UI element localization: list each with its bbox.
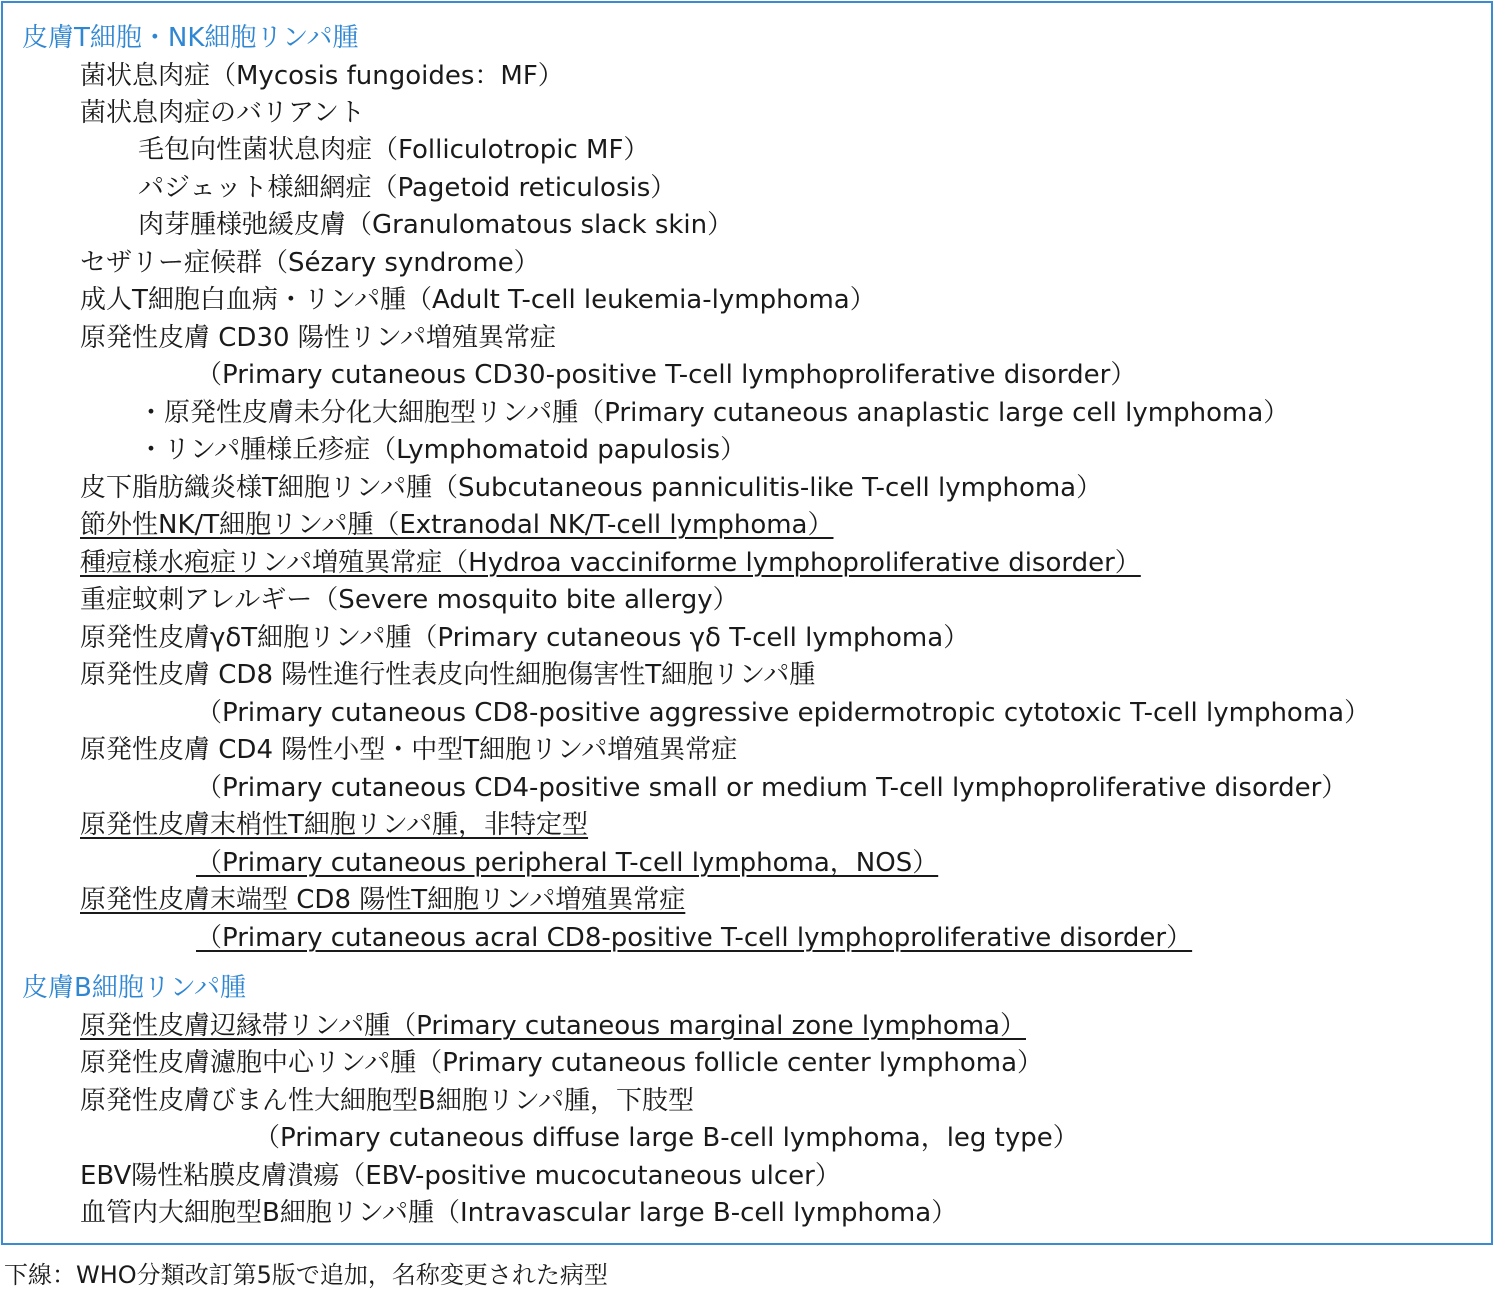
list-item: 肉芽腫様弛緩皮膚（Granulomatous slack skin） [138,210,734,240]
section-heading-b-cell: 皮膚B細胞リンパ腫 [22,973,247,1003]
list-item: 原発性皮膚末端型 CD8 陽性T細胞リンパ増殖異常症 [80,885,686,915]
list-item: （Primary cutaneous CD4-positive small or medium T-cell lymphoproliferative disorder） [196,773,1348,803]
list-item: EBV陽性粘膜皮膚潰瘍（EBV-positive mucocutaneous ulcer） [80,1161,841,1191]
list-item: 菌状息肉症のバリアント [80,98,365,128]
list-item: 重症蚊刺アレルギー（Severe mosquito bite allergy） [80,585,739,615]
list-item: 原発性皮膚γδT細胞リンパ腫（Primary cutaneous γδ T-cell lymphoma） [80,623,970,653]
list-item: （Primary cutaneous CD8-positive aggressive epidermotropic cytotoxic T-cell lymphoma） [196,698,1371,728]
list-item: 原発性皮膚濾胞中心リンパ腫（Primary cutaneous follicle center lymphoma） [80,1048,1043,1078]
list-item: 原発性皮膚 CD4 陽性小型・中型T細胞リンパ増殖異常症 [80,735,738,765]
list-item: ・原発性皮膚未分化大細胞型リンパ腫（Primary cutaneous anaplastic large cell lymphoma） [138,398,1290,428]
list-item: 血管内大細胞型B細胞リンパ腫（Intravascular large B-cell lymphoma） [80,1198,958,1228]
list-item: 成人T細胞白血病・リンパ腫（Adult T-cell leukemia-lymphoma） [80,285,876,315]
footnote: 下線：WHO分類改訂第5版で追加，名称変更された病型 [4,1261,608,1289]
list-item: （Primary cutaneous diffuse large B-cell lymphoma，leg type） [254,1123,1079,1153]
list-item: 原発性皮膚 CD8 陽性進行性表皮向性細胞傷害性T細胞リンパ腫 [80,660,816,690]
list-item: 皮下脂肪織炎様T細胞リンパ腫（Subcutaneous panniculitis-like T-cell lymphoma） [80,473,1103,503]
list-item: パジェット様細網症（Pagetoid reticulosis） [138,173,677,203]
list-item: （Primary cutaneous peripheral T-cell lymphoma，NOS） [196,848,939,878]
list-item: 原発性皮膚 CD30 陽性リンパ増殖異常症 [80,323,556,353]
list-item: （Primary cutaneous acral CD8-positive T-cell lymphoproliferative disorder） [196,923,1193,953]
list-item: 毛包向性菌状息肉症（Folliculotropic MF） [138,135,650,165]
list-item: 種痘様水疱症リンパ増殖異常症（Hydroa vacciniforme lymphoproliferative disorder） [80,548,1141,578]
list-item: 原発性皮膚末梢性T細胞リンパ腫，非特定型 [80,810,589,840]
list-item: ・リンパ腫様丘疹症（Lymphomatoid papulosis） [138,435,747,465]
list-item: セザリー症候群（Sézary syndrome） [80,248,540,278]
list-item: 原発性皮膚びまん性大細胞型B細胞リンパ腫，下肢型 [80,1086,695,1116]
list-item: 菌状息肉症（Mycosis fungoides：MF） [80,61,564,91]
section-heading-t-nk: 皮膚T細胞・NK細胞リンパ腫 [22,23,359,53]
list-item: 原発性皮膚辺縁帯リンパ腫（Primary cutaneous marginal zone lymphoma） [80,1011,1026,1041]
list-item: （Primary cutaneous CD30-positive T-cell lymphoproliferative disorder） [196,360,1137,390]
list-item: 節外性NK/T細胞リンパ腫（Extranodal NK/T-cell lymphoma） [80,510,834,540]
